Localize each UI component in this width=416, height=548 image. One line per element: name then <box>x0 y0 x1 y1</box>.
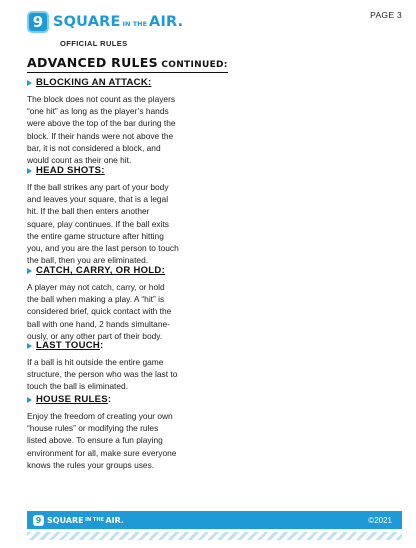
logo-word-in-the: IN THE <box>122 20 148 28</box>
footer-word-square: SQUARE <box>47 515 84 525</box>
section-last-touch <box>27 339 203 393</box>
section-title-text: CATCH, CARRY, OR HOLD: <box>36 265 166 276</box>
section-title <box>27 76 203 89</box>
triangle-bullet-icon <box>27 397 32 403</box>
section-blocking-an-attack <box>27 76 203 166</box>
section-title-suffix: : <box>107 394 112 405</box>
section-head-shots <box>27 164 203 266</box>
document-subtitle: OFFICIAL RULES <box>60 39 128 48</box>
section-body: The block does not count as the players “one hit” as long as the player’s hands were above the top of the bar during the block. If their hands were not above the bar, it is not considered a block, and would count as their one hit. <box>27 94 176 166</box>
footer-logo-mark-icon: 9 <box>33 515 44 526</box>
section-title-text: HEAD SHOTS: <box>36 165 105 176</box>
footer-word-air: AIR. <box>105 515 124 525</box>
section-catch-carry-hold <box>27 264 203 342</box>
triangle-bullet-icon <box>27 268 32 274</box>
section-title-text: LAST TOUCH <box>36 340 101 351</box>
section-title-text: HOUSE RULES <box>36 394 108 405</box>
section-body: If a ball is hit outside the entire game structure, the person who was the last to touch the ball is eliminated. <box>27 357 178 392</box>
logo-mark-icon: 9 <box>27 11 49 33</box>
copyright: ©2021 <box>368 515 392 525</box>
heading-main: ADVANCED RULES <box>27 55 158 70</box>
triangle-bullet-icon <box>27 343 32 349</box>
section-title <box>27 393 203 406</box>
section-title-suffix: : <box>100 340 104 351</box>
footer-logo <box>33 515 124 526</box>
page-number: PAGE 3 <box>370 10 402 20</box>
section-title <box>27 339 203 352</box>
page-heading <box>27 56 228 73</box>
section-body: If the ball strikes any part of your body and leaves your square, that is a legal hit. If the ball then enters another square, play continues. If the ball exits the entire game structure after hitting you, and you are the last person to touch the ball, then you are eliminated. <box>27 182 179 266</box>
footer-stripes <box>27 532 402 540</box>
triangle-bullet-icon <box>27 168 32 174</box>
section-title <box>27 264 203 277</box>
section-body: A player may not catch, carry, or hold the ball when making a play. A “hit” is considered brief, quick contact with the ball with one hand, 2 hands simultane- ously, or any other part of their body. <box>27 282 172 341</box>
section-body: Enjoy the freedom of creating your own “house rules” or modifying the rules listed above. To ensure a fun playing environment for all, make sure everyone knows the rules your groups uses. <box>27 411 177 470</box>
footer-bar <box>27 511 402 529</box>
triangle-bullet-icon <box>27 80 32 86</box>
section-house-rules <box>27 393 203 471</box>
brand-logo <box>27 11 183 33</box>
logo-word-square: SQUARE <box>53 14 121 30</box>
section-title <box>27 164 203 177</box>
heading-continued: CONTINUED: <box>157 60 228 70</box>
logo-wordmark <box>53 14 183 30</box>
section-title-text: BLOCKING AN ATTACK: <box>36 77 152 88</box>
logo-word-air: AIR. <box>149 14 184 30</box>
footer-word-in-the: IN THE <box>85 517 104 523</box>
